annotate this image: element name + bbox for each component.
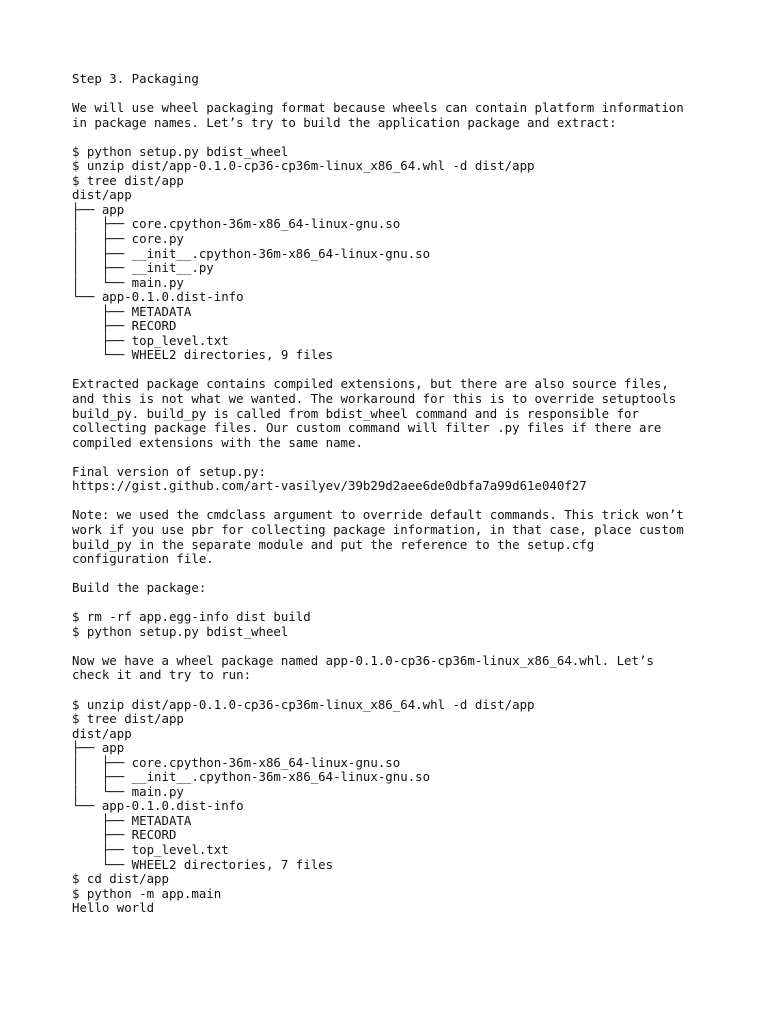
tree-line: ├── app xyxy=(72,201,125,217)
blank-line xyxy=(72,567,712,582)
tree-line: └── WHEEL2 directories, 7 files xyxy=(72,856,334,872)
tree-line: dist/app xyxy=(72,187,132,203)
paragraph-line: in package names. Let’s try to build the application package and extract: xyxy=(72,114,617,130)
blank-line xyxy=(72,450,712,465)
tree-line: │ ├── __init__.cpython-36m-x86_64-linux-gnu.so xyxy=(72,769,431,785)
tree-line: │ ├── core.cpython-36m-x86_64-linux-gnu.so xyxy=(72,216,401,232)
paragraph-line: work if you use pbr for collecting package information, in that case, place custom xyxy=(72,521,684,537)
paragraph-line: configuration file. xyxy=(72,551,214,567)
tree-line: dist/app xyxy=(72,725,132,741)
paragraph-line: and this is not what we wanted. The workaround for this is to override setuptools xyxy=(72,391,677,407)
paragraph-line: Now we have a wheel package named app-0.1.0-cp36-cp36m-linux_x86_64.whl. Let’s xyxy=(72,652,654,668)
tree-line: ├── METADATA xyxy=(72,812,192,828)
tree-line: │ ├── core.cpython-36m-x86_64-linux-gnu.so xyxy=(72,754,401,770)
paragraph-line: Build the package: xyxy=(72,580,207,596)
tree-line: ├── RECORD xyxy=(72,318,177,334)
paragraph-line: Final version of setup.py: xyxy=(72,463,266,479)
command-line: $ cd dist/app xyxy=(72,871,169,887)
tree-line: │ └── main.py xyxy=(72,274,184,290)
blank-line xyxy=(72,363,712,378)
tree-line: │ └── main.py xyxy=(72,783,184,799)
tree-line: │ ├── __init__.cpython-36m-x86_64-linux-gnu.so xyxy=(72,245,431,261)
blank-line xyxy=(72,87,712,102)
tree-line: └── WHEEL2 directories, 9 files xyxy=(72,347,334,363)
blank-line xyxy=(72,596,712,611)
document-body xyxy=(72,72,712,916)
blank-line xyxy=(72,494,712,509)
tree-line: └── app-0.1.0.dist-info xyxy=(72,798,244,814)
tree-line: ├── app xyxy=(72,740,125,756)
paragraph-line: build_py. build_py is called from bdist_wheel command and is responsible for xyxy=(72,405,639,421)
command-line: $ unzip dist/app-0.1.0-cp36-cp36m-linux_x86_64.whl -d dist/app xyxy=(72,158,535,174)
tree-line: ├── METADATA xyxy=(72,303,192,319)
tree-line: ├── RECORD xyxy=(72,827,177,843)
blank-line xyxy=(72,130,712,145)
blank-line xyxy=(72,639,712,654)
tree-line: ├── top_level.txt xyxy=(72,332,229,348)
command-line: $ tree dist/app xyxy=(72,172,184,188)
paragraph-line: build_py in the separate module and put the reference to the setup.cfg xyxy=(72,536,595,552)
tree-line: └── app-0.1.0.dist-info xyxy=(72,289,244,305)
command-line: $ tree dist/app xyxy=(72,711,184,727)
paragraph-line: Extracted package contains compiled extensions, but there are also source files, xyxy=(72,376,669,392)
tree-line: │ ├── __init__.py xyxy=(72,260,214,276)
command-line: $ unzip dist/app-0.1.0-cp36-cp36m-linux_x86_64.whl -d dist/app xyxy=(72,696,535,712)
paragraph-line: compiled extensions with the same name. xyxy=(72,434,363,450)
gist-url: https://gist.github.com/art-vasilyev/39b29d2aee6de0dbfa7a99d61e040f27 xyxy=(72,478,587,494)
paragraph-line: check it and try to run: xyxy=(72,667,252,683)
paragraph-line: collecting package files. Our custom command will filter .py files if there are xyxy=(72,420,662,436)
output-line: Hello world xyxy=(72,900,155,916)
tree-line: │ ├── core.py xyxy=(72,231,184,247)
command-line: $ python -m app.main xyxy=(72,885,222,901)
command-line: $ python setup.py bdist_wheel xyxy=(72,143,289,159)
command-line: $ python setup.py bdist_wheel xyxy=(72,623,289,639)
command-line: $ rm -rf app.egg-info dist build xyxy=(72,609,311,625)
paragraph-line: Note: we used the cmdclass argument to override default commands. This trick won’t xyxy=(72,507,684,523)
paragraph-line: We will use wheel packaging format because wheels can contain platform information xyxy=(72,100,684,116)
section-heading: Step 3. Packaging xyxy=(72,71,199,86)
blank-line xyxy=(72,683,712,698)
tree-line: ├── top_level.txt xyxy=(72,841,229,857)
